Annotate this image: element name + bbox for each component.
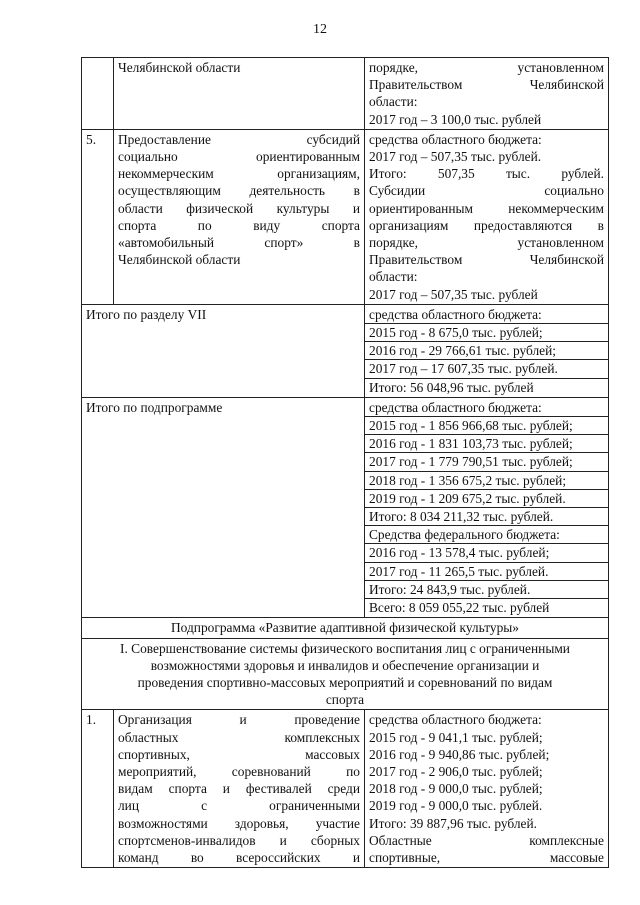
- text-line: Правительством Челябинской: [369, 77, 604, 93]
- page-number: 12: [313, 22, 327, 37]
- funding-cell: [365, 58, 609, 130]
- text-line: области:: [369, 269, 418, 285]
- total-label: Итого по разделу VII: [82, 304, 365, 397]
- section-title: [82, 638, 609, 710]
- row-number: 1.: [82, 710, 114, 868]
- table-row: [82, 129, 609, 304]
- text-line: 2018 год - 1 356 675,2 тыс. рублей;: [365, 472, 608, 490]
- table-row: [82, 58, 609, 130]
- text-line: Челябинской области: [118, 252, 241, 268]
- row-number: [82, 58, 114, 130]
- table-row: [82, 304, 609, 397]
- funding-cell: [365, 129, 609, 304]
- activity-cell: [114, 129, 365, 304]
- text-line: средства областного бюджета:: [369, 131, 542, 147]
- funding-cell: [365, 397, 609, 617]
- text-line: 2017 год - 11 265,5 тыс. рублей.: [365, 563, 608, 581]
- text-line: 2017 год - 2 906,0 тыс. рублей;: [369, 763, 543, 779]
- text-line: возможностями здоровья, участие: [118, 815, 360, 831]
- funding-cell: [365, 710, 609, 868]
- subprogram-title: Подпрограмма «Развитие адаптивной физической культуры»: [82, 618, 609, 638]
- text-line: 2015 год - 9 041,1 тыс. рублей;: [369, 729, 543, 745]
- text-line: 2015 год - 1 856 966,68 тыс. рублей;: [365, 417, 608, 435]
- text-line: Итого: 39 887,96 тыс. рублей.: [369, 815, 538, 831]
- text-line: средства областного бюджета:: [369, 712, 542, 728]
- text-line: 2016 год - 9 940,86 тыс. рублей;: [369, 746, 550, 762]
- row-number: 5.: [82, 129, 114, 304]
- text-line: организациям предоставляются в: [369, 217, 604, 233]
- text-line: 2016 год - 1 831 103,73 тыс. рублей;: [365, 435, 608, 453]
- text-line: команд во всероссийских и: [118, 849, 360, 865]
- table-row: [82, 638, 609, 710]
- text-line: спортивные, массовые: [369, 849, 604, 865]
- table-row: [82, 710, 609, 868]
- text-line: Средства федерального бюджета:: [365, 526, 608, 544]
- text-line: спортсменов-инвалидов и сборных: [118, 832, 360, 848]
- text-line: 2018 год - 9 000,0 тыс. рублей;: [369, 781, 543, 797]
- text-line: средства областного бюджета:: [365, 306, 608, 324]
- text-line: Итого: 56 048,96 тыс. рублей: [369, 379, 534, 395]
- text-line: ориентированным некоммерческим: [369, 200, 604, 216]
- text-line: 2017 год – 507,35 тыс. рублей: [369, 286, 538, 302]
- text-line: I. Совершенствование системы физического воспитания лиц с ограниченными: [120, 640, 570, 656]
- text-line: областных комплексных: [118, 729, 360, 745]
- text-line: спортивных, массовых: [118, 746, 360, 762]
- text-line: Субсидии социально: [369, 183, 604, 199]
- text-line: осуществляющим деятельность в: [118, 183, 360, 199]
- text-line: Областные комплексные: [369, 832, 604, 848]
- text-line: проведения спортивно-массовых мероприятий и соревнований по видам: [137, 674, 553, 690]
- text-line: видам спорта и фестивалей среди: [118, 781, 360, 797]
- text-line: Челябинской области: [118, 60, 241, 75]
- text-line: Предоставление субсидий: [118, 131, 360, 147]
- text-line: Правительством Челябинской: [369, 252, 604, 268]
- text-line: социально ориентированным: [118, 149, 360, 165]
- text-line: лиц с ограниченными: [118, 798, 360, 814]
- text-line: 2016 год - 13 578,4 тыс. рублей;: [365, 544, 608, 562]
- text-line: средства областного бюджета:: [365, 399, 608, 417]
- text-line: мероприятий, соревнований по: [118, 763, 360, 779]
- text-line: Итого: 507,35 тыс. рублей.: [369, 166, 604, 182]
- table-row: [82, 618, 609, 638]
- text-line: 2017 год – 17 607,35 тыс. рублей.: [365, 360, 608, 378]
- activity-cell: [114, 58, 365, 130]
- document-table: [81, 57, 609, 868]
- text-line: 2019 год - 9 000,0 тыс. рублей.: [369, 798, 543, 814]
- text-line: Итого: 8 034 211,32 тыс. рублей.: [365, 508, 608, 526]
- funding-cell: [365, 304, 609, 397]
- text-line: 2015 год - 8 675,0 тыс. рублей;: [365, 324, 608, 342]
- text-line: Всего: 8 059 055,22 тыс. рублей: [369, 600, 550, 616]
- text-line: области:: [369, 94, 418, 110]
- text-line: порядке, установленном: [369, 235, 604, 251]
- text-line: порядке, установленном: [369, 60, 604, 75]
- text-line: 2017 год - 1 779 790,51 тыс. рублей;: [365, 453, 608, 471]
- text-line: 2016 год - 29 766,61 тыс. рублей;: [365, 342, 608, 360]
- text-line: спорта: [325, 692, 365, 708]
- text-line: возможностями здоровья и инвалидов и обеспечение организации и: [150, 657, 540, 673]
- text-line: области физической культуры и: [118, 200, 360, 216]
- text-line: спорта по виду спорта: [118, 217, 360, 233]
- table-row: [82, 397, 609, 617]
- text-line: 2019 год - 1 209 675,2 тыс. рублей.: [365, 490, 608, 508]
- text-line: Итого: 24 843,9 тыс. рублей.: [365, 581, 608, 599]
- activity-cell: [114, 710, 365, 868]
- text-line: 2017 год – 3 100,0 тыс. рублей: [369, 111, 542, 127]
- total-label: Итого по подпрограмме: [82, 397, 365, 617]
- text-line: некоммерческим организациям,: [118, 166, 360, 182]
- text-line: Организация и проведение: [118, 712, 360, 728]
- text-line: 2017 год – 507,35 тыс. рублей.: [369, 149, 542, 165]
- text-line: «автомобильный спорт» в: [118, 235, 360, 251]
